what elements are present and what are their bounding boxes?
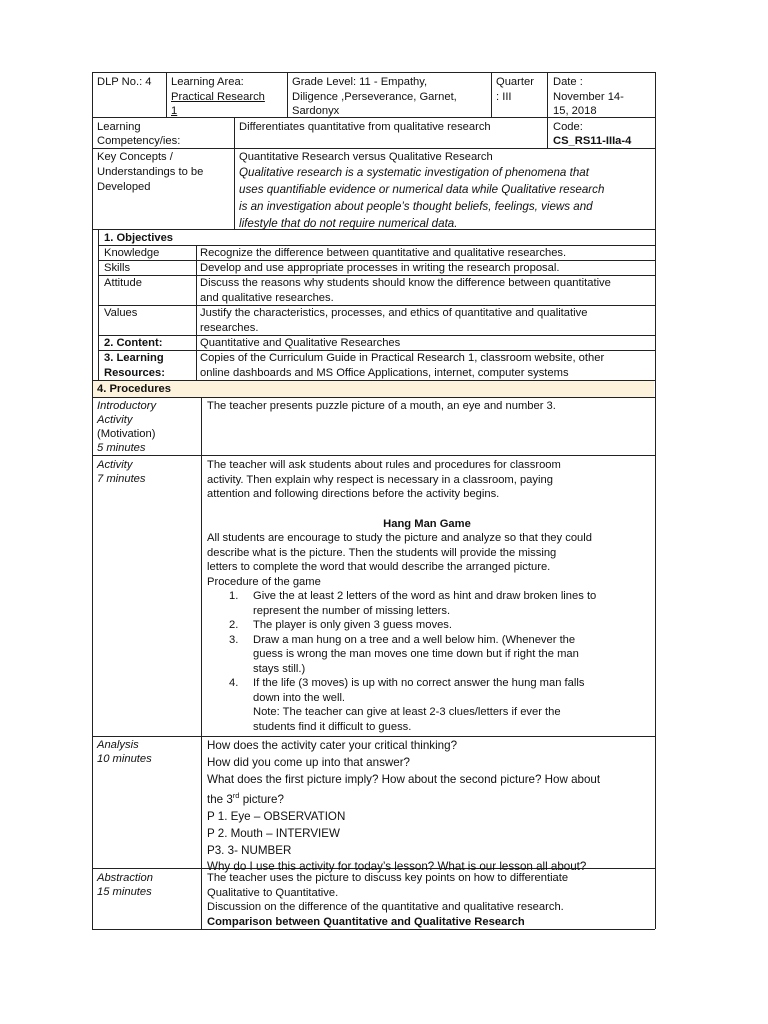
analysis-text: picture? [239, 793, 284, 807]
abstraction-line: Discussion on the difference of the quantitative and qualitative research. [207, 901, 564, 913]
quarter-label: Quarter [496, 76, 534, 88]
date-label: Date : [553, 76, 583, 88]
analysis-answer: P3. 3- NUMBER [207, 843, 292, 857]
analysis-label: Analysis [97, 739, 139, 751]
grade-level-line: Sardonyx [292, 105, 340, 117]
col-divider [491, 72, 492, 117]
key-concepts-line: lifestyle that do not require numerical data. [239, 217, 458, 230]
ordinal-suffix: rd [232, 791, 240, 801]
step-line: represent the number of missing letters. [253, 604, 451, 617]
objective-attitude-text: Discuss the reasons why students should know the difference between quantitative [200, 277, 611, 289]
activity-intro-line: activity. Then explain why respect is necessary in a classroom, paying [207, 473, 553, 486]
game-line: Procedure of the game [207, 575, 321, 588]
abstraction-body [207, 871, 568, 929]
analysis-question: What does the first picture imply? How about the second picture? How about [207, 772, 601, 786]
col-divider [196, 245, 197, 380]
analysis-answer: P 1. Eye – OBSERVATION [207, 810, 346, 824]
table-border-top [92, 72, 655, 73]
key-concepts-label: Understandings to be [97, 166, 204, 178]
activity-label: Activity [97, 459, 133, 471]
learning-area-label: Learning Area: [171, 76, 244, 88]
col-divider [201, 397, 202, 929]
step-line: If the life (3 moves) is up with no correct answer the hung man falls [253, 677, 585, 689]
step-line: The player is only given 3 guess moves. [253, 619, 452, 631]
key-concepts-label: Key Concepts / [97, 151, 173, 163]
activity-time: 7 minutes [97, 473, 146, 485]
abstraction-line: Qualitative to Quantitative. [207, 886, 339, 899]
competency-label: Competency/ies: [97, 135, 181, 147]
abstraction-label: Abstraction [97, 872, 153, 884]
resources-label: Resources: [104, 367, 165, 379]
content-value: Quantitative and Qualitative Researches [200, 337, 401, 349]
objective-values-text: Justify the characteristics, processes, and ethics of quantitative and qualitative [200, 307, 588, 319]
analysis-question: How did you come up into that answer? [207, 755, 411, 769]
key-concepts-line: is an investigation about people’s thought beliefs, feelings, views and [239, 200, 593, 213]
resources-text: online dashboards and MS Office Applications, internet, computer systems [200, 367, 569, 379]
key-concepts-line: uses quantifiable evidence or numerical data while Qualitative research [239, 183, 605, 196]
code-label: Code: [553, 121, 583, 133]
activity-intro-line: attention and following directions before the activity begins. [207, 488, 500, 500]
objective-values-text: researches. [200, 322, 259, 334]
intro-text: The teacher presents puzzle picture of a mouth, an eye and number 3. [207, 400, 556, 412]
step-line: down into the well. [253, 691, 346, 704]
row-divider [92, 736, 655, 737]
col-divider [98, 229, 99, 380]
game-step [207, 589, 596, 618]
game-step [207, 633, 596, 677]
key-concepts-line: Qualitative research is a systematic investigation of phenomena that [239, 166, 589, 179]
resources-text: Copies of the Curriculum Guide in Practical Research 1, classroom website, other [200, 352, 605, 364]
objective-attitude-text: and qualitative researches. [200, 292, 334, 304]
step-line: guess is wrong the man moves one time down but if right the man [253, 648, 579, 660]
intro-label: Activity [97, 414, 133, 426]
col-divider [166, 72, 167, 117]
analysis-question: How does the activity cater your critical thinking? [207, 739, 458, 752]
game-line: letters to complete the word that would describe the arranged picture. [207, 561, 551, 573]
analysis-time: 10 minutes [97, 753, 152, 765]
date-value: 15, 2018 [553, 105, 597, 117]
game-steps [207, 589, 596, 734]
row-divider [92, 455, 655, 456]
game-title: Hang Man Game [383, 518, 471, 530]
step-number: 3. [229, 633, 239, 646]
abstraction-heading: Comparison between Quantitative and Qualitative Research [207, 915, 525, 928]
game-step [207, 676, 596, 734]
game-line: describe what is the picture. Then the students will provide the missing [207, 546, 557, 559]
activity-intro [207, 458, 561, 502]
analysis-body [207, 738, 600, 876]
key-concepts-label: Developed [97, 181, 151, 193]
game-description [207, 531, 592, 589]
col-divider [547, 72, 548, 148]
procedures-heading: 4. Procedures [97, 383, 171, 395]
step-number: 1. [229, 590, 239, 602]
table-border-left [92, 72, 93, 929]
objective-label-knowledge: Knowledge [104, 247, 160, 259]
objective-label-skills: Skills [104, 262, 131, 274]
step-line: Give the at least 2 letters of the word as hint and draw broken lines to [253, 590, 597, 602]
dlp-number: DLP No.: 4 [97, 76, 152, 88]
step-number: 2. [229, 619, 239, 631]
abstraction-line: The teacher uses the picture to discuss key points on how to differentiate [207, 872, 569, 884]
quarter-value: : III [496, 91, 512, 103]
col-divider [234, 117, 235, 229]
objective-label-attitude: Attitude [104, 277, 142, 289]
row-divider [92, 397, 655, 398]
game-step [207, 618, 596, 633]
competency-label: Learning [97, 121, 141, 133]
procedures-heading-bg [93, 381, 654, 397]
objectives-heading: 1. Objectives [104, 232, 174, 244]
col-divider [287, 72, 288, 117]
analysis-question [207, 788, 600, 809]
analysis-question: Why do I use this activity for today’s lesson? What is our lesson all about? [207, 860, 587, 874]
step-note: students find it difficult to guess. [253, 720, 412, 733]
intro-time: 5 minutes [97, 442, 146, 454]
activity-intro-line: The teacher will ask students about rules and procedures for classroom [207, 459, 561, 471]
grade-level-line: Diligence ,Perseverance, Garnet, [292, 91, 457, 103]
content-label: 2. Content: [104, 337, 163, 349]
abstraction-time: 15 minutes [97, 886, 152, 898]
learning-area-value: Practical Research [171, 91, 265, 103]
key-concepts-title: Quantitative Research versus Qualitative Research [239, 151, 493, 163]
objective-skills-text: Develop and use appropriate processes in writing the research proposal. [200, 262, 560, 274]
step-number: 4. [229, 677, 239, 689]
code-value: CS_RS11-IIIa-4 [553, 135, 632, 147]
step-line: Draw a man hung on a tree and a well below him. (Whenever the [253, 633, 576, 646]
game-line: All students are encourage to study the picture and analyze so that they could [207, 532, 592, 544]
analysis-text: the 3 [207, 793, 233, 807]
step-note: Note: The teacher can give at least 2-3 clues/letters if ever the [253, 706, 561, 718]
objective-label-values: Values [104, 307, 138, 319]
intro-motivation: (Motivation) [97, 428, 156, 440]
intro-label: Introductory [97, 400, 157, 412]
step-line: stays still.) [253, 662, 306, 675]
objective-knowledge-text: Recognize the difference between quantitative and qualitative researches. [200, 247, 567, 259]
date-value: November 14- [553, 91, 624, 103]
analysis-answer: P 2. Mouth – INTERVIEW [207, 826, 340, 840]
grade-level-line: Grade Level: 11 - Empathy, [292, 76, 428, 88]
table-border-right [655, 72, 656, 929]
resources-label: 3. Learning [104, 352, 164, 364]
key-concepts-body [239, 164, 604, 232]
table-border-bottom [92, 929, 655, 930]
competency-value: Differentiates quantitative from qualitative research [239, 121, 491, 133]
learning-area-value-number: 1 [171, 105, 178, 117]
